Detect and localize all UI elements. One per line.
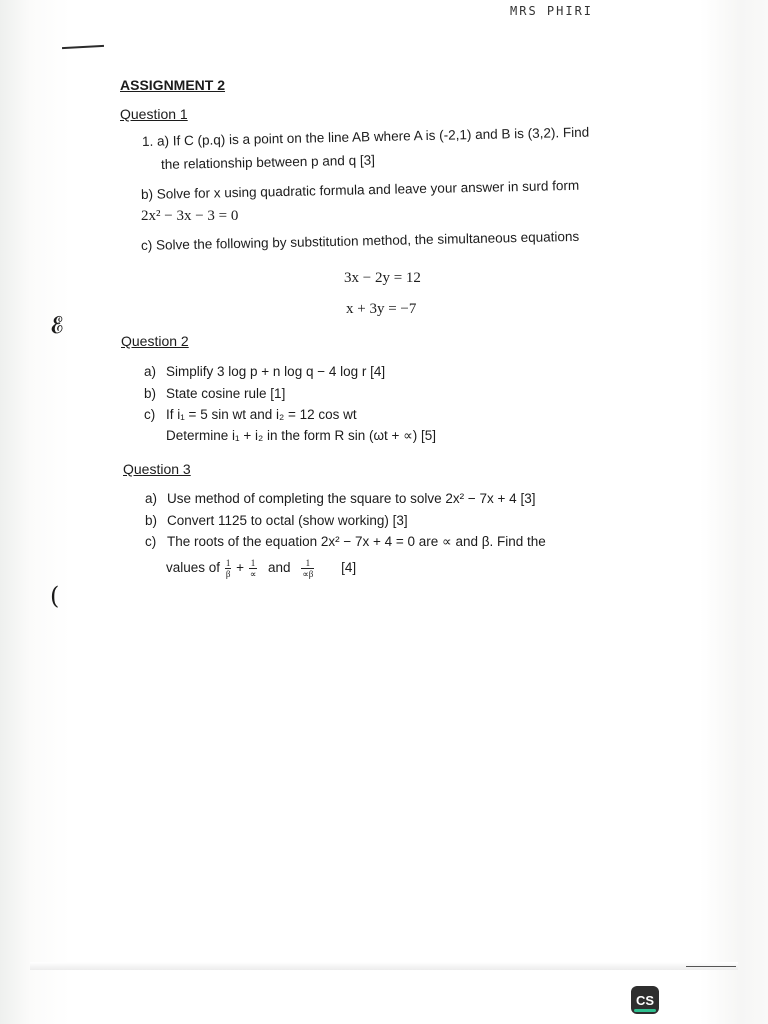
question-1-heading: Question 1	[120, 106, 188, 122]
q2-b-text: State cosine rule [1]	[166, 386, 286, 401]
q2-part-a	[144, 364, 385, 379]
edge-line	[686, 966, 736, 967]
q2-c-text2: Determine i₁ + i₂ in the form R sin (ωt + ∝) [5]	[166, 428, 437, 443]
q3-c-values	[166, 558, 356, 579]
question-3-heading: Question 3	[123, 461, 191, 477]
q2-c-text: If i₁ = 5 sin wt and i₂ = 12 cos wt	[166, 407, 357, 422]
teacher-name: MRS PHIRI	[510, 4, 594, 18]
q3-c-text: The roots of the equation 2x² − 7x + 4 = 0 are ∝ and β. Find the	[167, 534, 546, 549]
q3-c-label: c)	[145, 534, 157, 549]
q1-number: 1.	[141, 133, 154, 149]
q3-c-marks: [4]	[341, 560, 357, 576]
question-2-heading: Question 2	[121, 333, 189, 349]
q1-a-line1: a) If C (p.q) is a point on the line AB where A is (-2,1) and B is (3,2). Find	[156, 124, 590, 149]
q1-part-a	[142, 125, 589, 149]
q1-b-equation: 2x² − 3x − 3 = 0	[141, 208, 239, 224]
q3-a-text: Use method of completing the square to solve 2x² − 7x + 4 [3]	[167, 491, 536, 506]
q3-c-values-prefix: values of	[166, 560, 221, 576]
q3-part-a	[145, 491, 535, 506]
q2-a-text: Simplify 3 log p + n log q − 4 log r [4]	[166, 364, 386, 379]
q3-b-label: b)	[145, 513, 158, 528]
q1-b-line1: b) Solve for x using quadratic formula and leave your answer in surd form	[140, 177, 580, 202]
plus-sign: +	[236, 560, 245, 576]
q2-part-b	[144, 386, 285, 401]
fraction-1-over-alpha-beta: $\frac{1}{\propto\beta}$	[302, 558, 314, 579]
q2-c-label: c)	[144, 407, 156, 422]
q1-a-line2: the relationship between p and q [3]	[160, 152, 376, 172]
q1-c-equation-2: x + 3y = −7	[346, 301, 417, 317]
q2-b-label: b)	[144, 386, 157, 401]
page-bottom-edge	[30, 962, 738, 970]
and-word: and	[268, 560, 291, 576]
q3-a-label: a)	[145, 491, 158, 506]
camscanner-logo: CS	[631, 986, 659, 1014]
binder-hole-mark-top: 𝓔	[46, 312, 67, 341]
q1-c-equation-1: 3x − 2y = 12	[344, 270, 421, 286]
fraction-1-over-beta: $\frac{1}{\beta}$	[225, 558, 231, 579]
q1-c-line1: c) Solve the following by substitution method, the simultaneous equations	[140, 228, 580, 253]
assignment-title: ASSIGNMENT 2	[120, 77, 226, 93]
q3-b-text: Convert 1125 to octal (show working) [3]	[167, 513, 408, 528]
q3-part-c	[145, 534, 546, 550]
q3-part-b	[145, 513, 408, 528]
pen-mark	[62, 45, 104, 49]
binder-hole-mark-bottom: (	[50, 582, 60, 610]
q2-part-c	[144, 407, 357, 422]
q2-a-label: a)	[144, 364, 157, 379]
fraction-1-over-alpha: $\frac{1}{\propto}$	[249, 558, 257, 579]
